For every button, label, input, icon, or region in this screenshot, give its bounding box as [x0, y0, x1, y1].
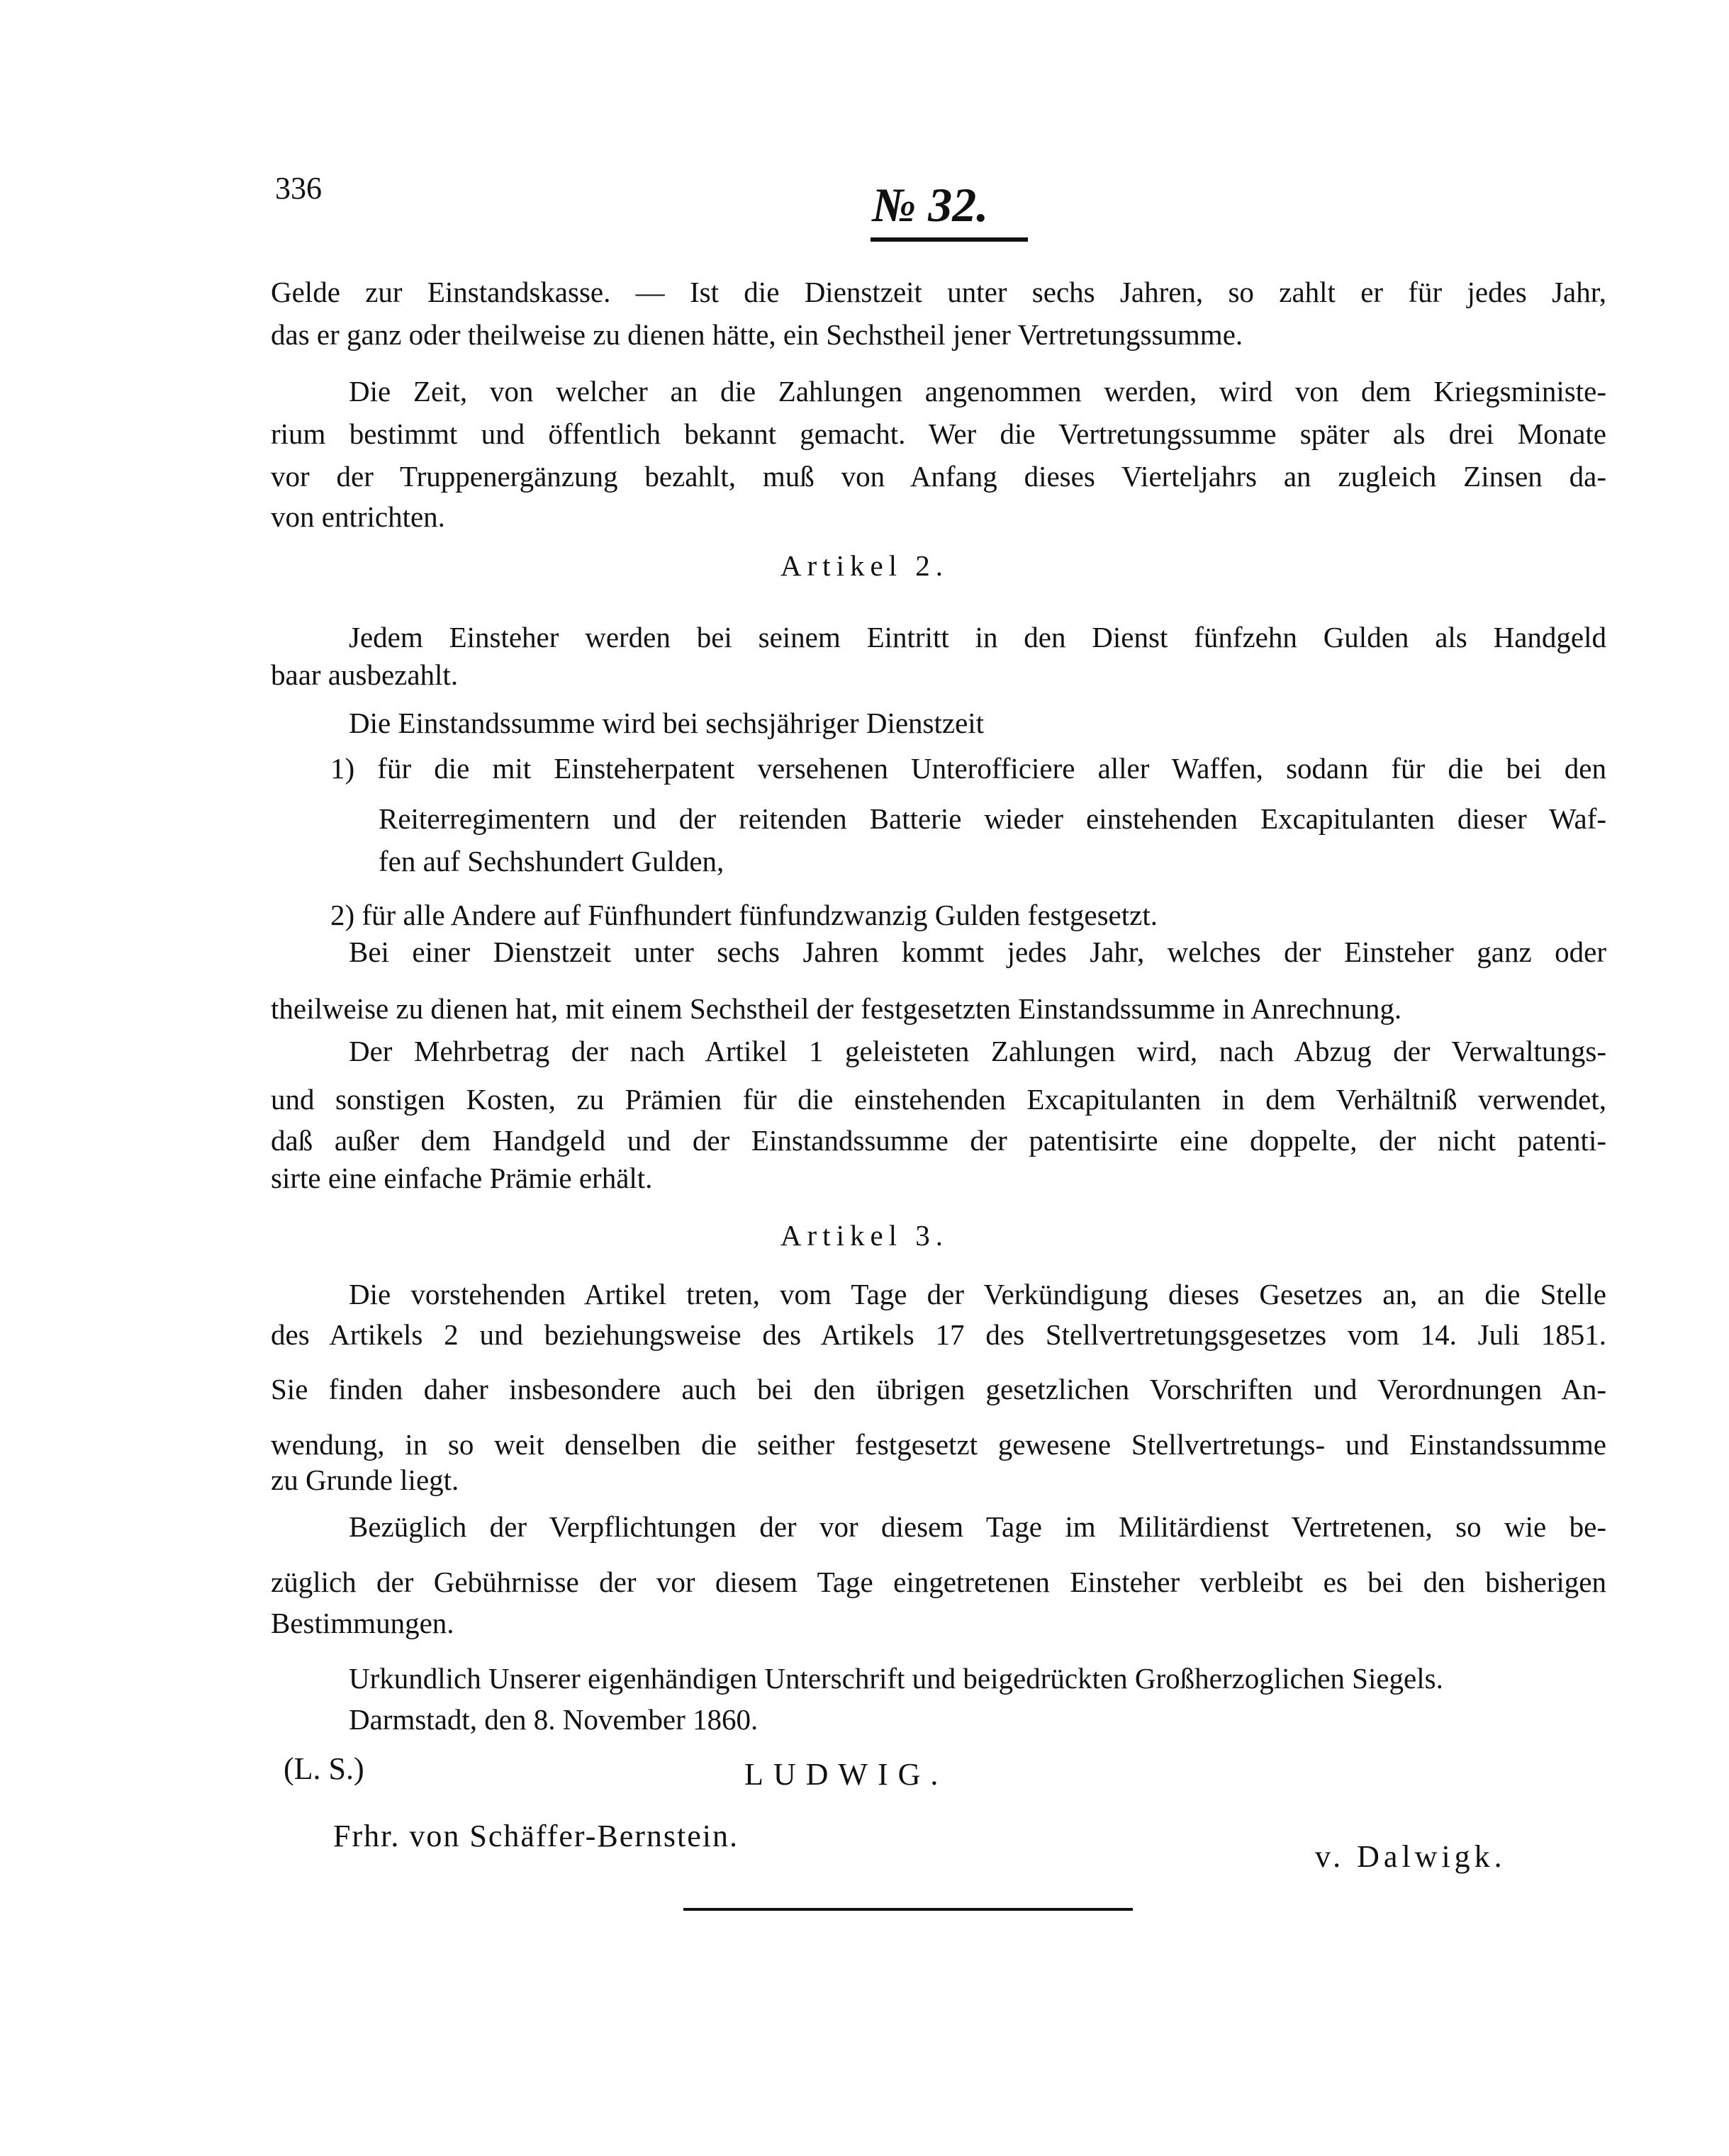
text-line: zu Grunde liegt.	[271, 1464, 459, 1496]
text-line: und sonstigen Kosten, zu Prämien für die einstehenden Excapitulanten in dem Verhältniß verwendet,	[271, 1083, 1606, 1116]
text-line: Der Mehrbetrag der nach Artikel 1 geleisteten Zahlungen wird, nach Abzug der Verwaltungs-	[349, 1035, 1606, 1067]
text-line: Urkundlich Unserer eigenhändigen Unterschrift und beigedrückten Großherzoglichen Siegels.	[349, 1662, 1443, 1695]
text-line: Die vorstehenden Artikel treten, vom Tage der Verkündigung dieses Gesetzes an, an die Stelle	[349, 1278, 1606, 1310]
article-2-heading: Artikel 2.	[780, 549, 949, 582]
text-line: Gelde zur Einstandskasse. — Ist die Dienstzeit unter sechs Jahren, so zahlt er für jedes Jahr,	[271, 276, 1606, 308]
text-line: das er ganz oder theilweise zu dienen hätte, ein Sechstheil jener Vertretungssumme.	[271, 318, 1243, 351]
text-line: Die Einstandssumme wird bei sechsjähriger Dienstzeit	[349, 707, 985, 739]
text-line: baar ausbezahlt.	[271, 658, 459, 691]
issue-number: № 32.	[872, 178, 989, 232]
text-line: sirte eine einfache Prämie erhält.	[271, 1162, 653, 1194]
minister-signature-left: Frhr. von Schäffer-Bernstein.	[333, 1819, 739, 1853]
text-line: Bei einer Dienstzeit unter sechs Jahren kommt jedes Jahr, welches der Einsteher ganz oder	[349, 936, 1606, 968]
text-line: des Artikels 2 und beziehungsweise des Artikels 17 des Stellvertretungsgesetzes vom 14. Juli 1851.	[271, 1318, 1606, 1351]
title-underline	[871, 237, 1028, 242]
place-date: Darmstadt, den 8. November 1860.	[349, 1703, 759, 1736]
text-line: Bezüglich der Verpflichtungen der vor diesem Tage im Militärdienst Vertretenen, so wie be-	[349, 1510, 1606, 1543]
page-number: 336	[275, 171, 322, 206]
list-item-1: 1) für die mit Einsteherpatent versehenen Unterofficiere aller Waffen, sodann für die bei den	[330, 752, 1606, 785]
list-item-1-cont: Reiterregimentern und der reitenden Batterie wieder einstehenden Excapitulanten dieser Waf-	[379, 802, 1606, 835]
text-line: Jedem Einsteher werden bei seinem Eintritt in den Dienst fünfzehn Gulden als Handgeld	[349, 621, 1606, 653]
sovereign-signature: LUDWIG.	[744, 1757, 949, 1792]
text-line: vor der Truppenergänzung bezahlt, muß von Anfang dieses Vierteljahrs an zugleich Zinsen da-	[271, 460, 1606, 493]
text-line: theilweise zu dienen hat, mit einem Sechstheil der festgesetzten Einstandssumme in Anrechnung.	[271, 992, 1402, 1025]
seal-mark: (L. S.)	[284, 1751, 364, 1786]
end-rule	[683, 1908, 1133, 1911]
text-line: wendung, in so weit denselben die seither festgesetzt gewesene Stellvertretungs- und Einstandssumme	[271, 1428, 1606, 1461]
minister-signature-right: v. Dalwigk.	[1315, 1839, 1506, 1874]
text-line: daß außer dem Handgeld und der Einstandssumme der patentisirte eine doppelte, der nicht patenti-	[271, 1124, 1606, 1157]
text-line: Die Zeit, von welcher an die Zahlungen angenommen werden, wird von dem Kriegsministe-	[349, 375, 1606, 408]
list-item-2: 2) für alle Andere auf Fünfhundert fünfundzwanzig Gulden festgesetzt.	[330, 899, 1158, 931]
text-line: Bestimmungen.	[271, 1607, 454, 1639]
list-item-1-cont: fen auf Sechshundert Gulden,	[379, 845, 724, 877]
text-line: züglich der Gebührnisse der vor diesem Tage eingetretenen Einsteher verbleibt es bei den bisherigen	[271, 1566, 1606, 1598]
text-line: Sie finden daher insbesondere auch bei den übrigen gesetzlichen Vorschriften und Verordnungen An-	[271, 1373, 1606, 1405]
text-line: rium bestimmt und öffentlich bekannt gemacht. Wer die Vertretungssumme später als drei Monate	[271, 417, 1606, 450]
text-line: von entrichten.	[271, 500, 445, 533]
article-3-heading: Artikel 3.	[780, 1219, 949, 1252]
